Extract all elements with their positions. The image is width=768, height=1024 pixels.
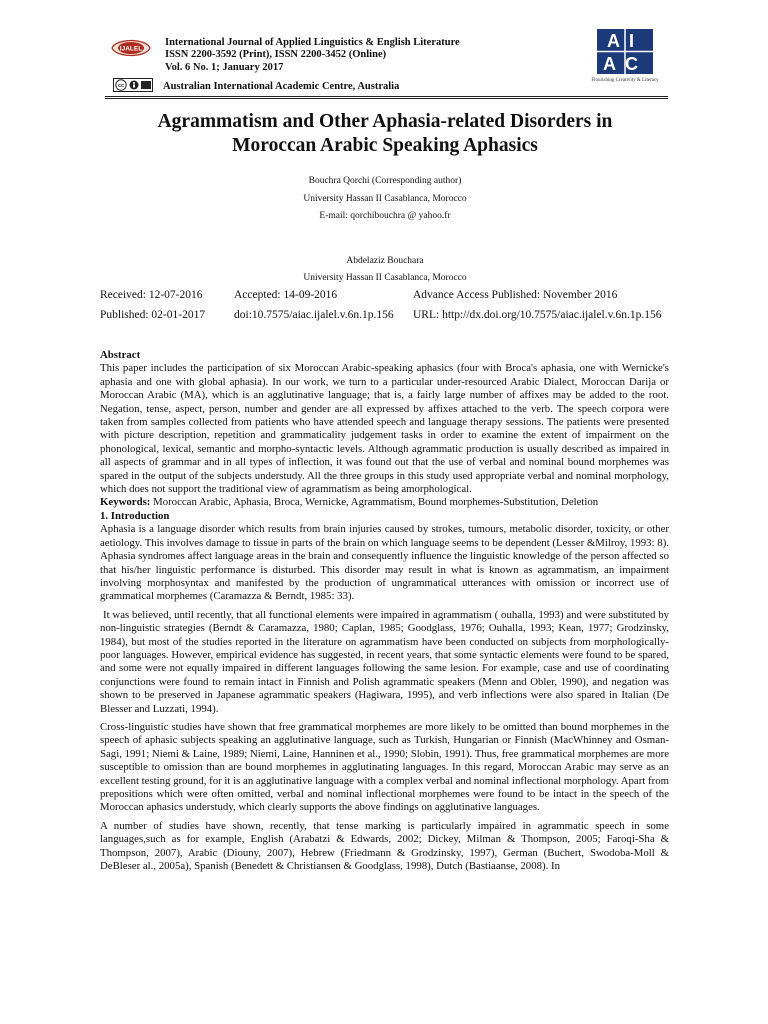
aiac-logo-top: AI <box>607 31 643 51</box>
page-header <box>0 0 768 100</box>
aiac-logo-bottom: AC <box>603 54 647 74</box>
author-affiliation: University Hassan II Casablanca, Morocco <box>303 273 467 283</box>
creative-commons-icon <box>113 78 153 92</box>
journal-logo <box>106 36 156 60</box>
abstract-heading: Abstract <box>100 349 141 361</box>
keywords <box>100 496 669 509</box>
keywords-text: Moroccan Arabic, Aphasia, Broca, Wernicke, Agrammatism, Bound morphemes-Substitution, Deletion <box>150 496 599 509</box>
paragraph: A number of studies have shown, recently, that tense marking is particularly impaired in agrammatic speech in some languages,such as for example, English (Arabatzi & Edwards, 2002; Dickey, Milman & Thompson, 2005; Faroqi-Sha & Thompson, 2007), Arabic (Diouny, 2007), Hebrew (Friedmann & Grodzinsky, 1997), German (Buchert, Swodoba-Moll & DeBleser al., 2005a), Spanish (Benedett & Christiansen & Goodglass, 1998), Dutch (Bastiaanse, 2008). In <box>100 819 669 873</box>
author-email[interactable]: E-mail: qorchibouchra @ yahoo.fr <box>319 211 451 221</box>
paper-title-line: Moroccan Arabic Speaking Aphasics <box>232 135 538 156</box>
publisher-name: Australian International Academic Centre, Australia <box>163 81 400 92</box>
paragraph: It was believed, until recently, that all functional elements were impaired in agrammatism ( ouhalla, 1993) and were substituted by non-linguistic strategies (Berndt & Caramazza, 1980; Caplan, 1985; Goodglass, 1976; Ouhalla, 1993; Kean, 1977; Grodzinsky, 1984), but most of the studies reported in the literature on agrammatism have been conducted on subjects from morphologically-poor languages. However, empirical evidence has suggested, in recent years, that some syntactic elements were found to be spared, and some were not equally impaired in different languages following the same lesion. For example, case and use of coordinating conjunctions were found to remain intact in Finnish and Polish agrammatic speakers (Menn and Obler, 1990), and negation was shown to be preserved in Japanese agrammatic speakers (Hagiwara, 1995), and verb inflections were also spared in Italian (De Blesser and Luzzati, 1994). <box>100 608 669 715</box>
author-name: Bouchra Qorchi (Corresponding author) <box>308 176 462 186</box>
published-date: Published: 02-01-2017 <box>100 309 206 321</box>
paragraph: Aphasia is a language disorder which results from brain injuries caused by strokes, tumours, metabolic disorder, toxicity, or other aetiology. This involves damage to tissue in parts of the brain on which language seems to be dependent (Lesser &Milroy, 1993: 8). Aphasia syndromes affect language areas in the brain and consequently influence the linguistic knowledge of the person affected so that his/her linguistic performance is disturbed. This disorder may result in what is known as agrammatism, an impairment involving morphosyntax and manifested by the production of ungrammatical utterances with omission or incorrect use of grammatical morphemes (Caramazza & Berndt, 1985: 33). <box>100 523 669 603</box>
accepted-date: Accepted: 14-09-2016 <box>234 289 338 301</box>
aiac-logo <box>597 29 653 74</box>
author-name: Abdelaziz Bouchara <box>346 255 424 266</box>
header-rule <box>105 98 668 99</box>
paragraph: Cross-linguistic studies have shown that free grammatical morphemes are more likely to be omitted than bound morphemes in the speech of aphasic subjects speaking an agglutinative language, such as Turkish, Hungarian or Finnish (MacWhinney and Osman-Sagi, 1991; Niemi & Laine, 1989; Niemi, Laine, Hanninen et al., 1990; Slobin, 1991). Thus, free grammatical morphemes are more susceptible to omission than are bound morphemes in agglutinating languages. In this regard, Moroccan Arabic may serve as an excellent testing ground, for it is an agglutinative language with a complex verbal and nominal inflectional morphology. Apart from prepositions which were often omitted, verbal and nominal inflectional morphemes were found to be intact in the speech of the Moroccan aphasics understudy, which clearly supports the above findings on agglutinative languages. <box>100 720 669 814</box>
aiac-tagline: Flourishing Creativity & Literacy <box>591 78 659 83</box>
paper-title <box>60 110 710 158</box>
author-block <box>60 173 710 288</box>
article-url[interactable]: URL: http://dx.doi.org/10.7575/aiac.ijalel.v.6n.1p.156 <box>413 309 662 321</box>
abstract-text: This paper includes the participation of six Moroccan Arabic-speaking aphasics (four with Broca's aphasia, one with Wernicke's aphasia and one with global aphasia). In our work, we turn to a particular under-resourced Arabic Dialect, Moroccan Darija or Moroccan Arabic (MA), which is an agglutinative language; that is, a fairly large number of affixes may be added to the root. Negation, tense, aspect, person, number and gender are all expressed by affixes attached to the verb. The speech corpora were taken from samples collected from patients who have attended speech and language therapy sessions. The patients were presented with picture description, repetition and grammaticality judgement tasks in order to examine the extent of impairment on the phonological, lexical, semantic and morpho-syntactic levels. Although agrammatic production is usually described as impaired in all aspects of grammar and in all types of inflection, it was found out that the use of verbal and nominal bound morphemes was spared in the output of the subjects understudy. All the three groups in this study used appropriate verbal and nominal morphology, which does not support the traditional view of agrammatism as being amorphological. <box>100 362 669 496</box>
received-date: Received: 12-07-2016 <box>100 289 203 301</box>
keywords-label: Keywords: <box>100 496 151 509</box>
advance-access: Advance Access Published: November 2016 <box>413 289 618 301</box>
section-heading: 1. Introduction <box>100 509 170 522</box>
paper-title-line: Agrammatism and Other Aphasia-related Disorders in <box>157 111 613 132</box>
journal-name: International Journal of Applied Linguistics & English Literature <box>165 37 460 48</box>
paper-body <box>100 349 669 878</box>
cc-badge-text: cc <box>117 83 125 90</box>
doi[interactable]: doi:10.7575/aiac.ijalel.v.6n.1p.156 <box>234 309 394 321</box>
header-rule <box>105 96 668 97</box>
journal-volume: Vol. 6 No. 1; January 2017 <box>165 61 284 73</box>
journal-logo-text: IJALEL <box>119 45 143 53</box>
journal-issn: ISSN 2200-3592 (Print), ISSN 2200-3452 (Online) <box>165 49 387 61</box>
author-affiliation: University Hassan II Casablanca, Morocco <box>303 193 467 204</box>
journal-info <box>165 37 460 74</box>
